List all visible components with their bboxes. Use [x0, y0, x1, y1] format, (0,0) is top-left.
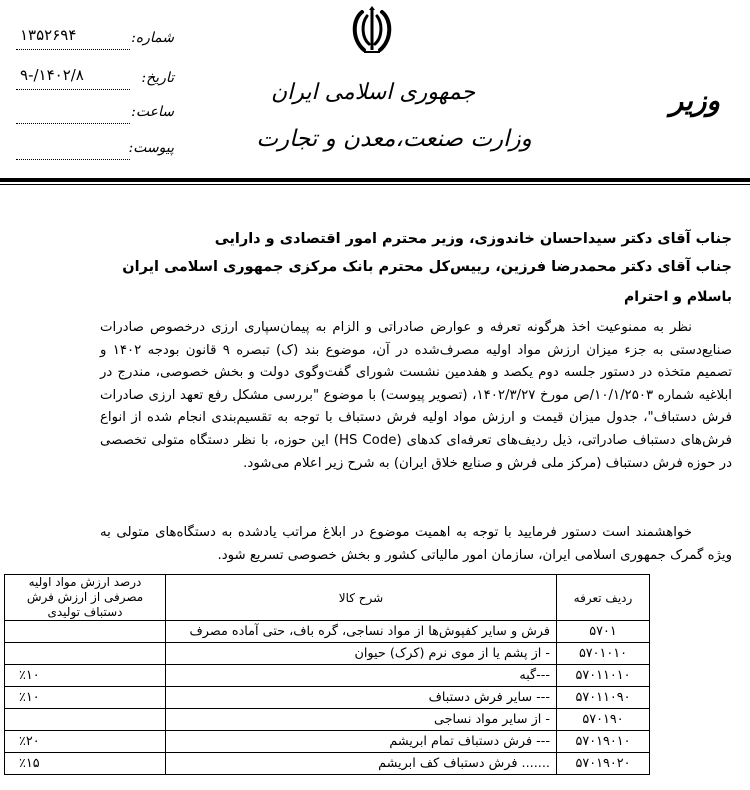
- row-code: ۵۷۰۱۱۰۱۰: [557, 665, 650, 687]
- letter-number-line: [16, 49, 130, 50]
- request-paragraph-text: خواهشمند است دستور فرمایید با توجه به اهمیت موضوع در ابلاغ مراتب یادشده به دستگاه‌های متولی به ویژه گمرک جمهوری اسلامی ایران، سازمان امور مالیاتی کشور و بخش خصوصی تسریع شود.: [100, 525, 732, 563]
- letter-date-label: تاریخ:: [141, 70, 174, 86]
- row-code: ۵۷۰۱۱۰۹۰: [557, 687, 650, 709]
- table-row: [5, 665, 650, 687]
- header-divider: [0, 178, 750, 182]
- addressee-line: جناب آقای دکتر محمدرضا فرزین، رییس‌کل محترم بانک مرکزی جمهوری اسلامی ایران: [122, 259, 732, 275]
- ministry-name: وزارت صنعت،معدن و تجارت: [256, 126, 532, 152]
- iran-emblem-icon: [348, 6, 396, 56]
- body-paragraph: [100, 317, 732, 475]
- request-paragraph: [100, 522, 732, 567]
- row-description: - از پشم یا از موی نرم (کرک) حیوان: [166, 643, 557, 665]
- row-percent: ٪۱۰: [5, 687, 166, 709]
- row-percent: ٪۱۰: [5, 665, 166, 687]
- table-row: [5, 621, 650, 643]
- row-percent: ٪۱۵: [5, 753, 166, 775]
- row-code: ۵۷۰۱۹۰۲۰: [557, 753, 650, 775]
- row-percent: [5, 709, 166, 731]
- greeting: باسلام و احترام: [624, 289, 732, 305]
- letter-time-label: ساعت:: [131, 104, 174, 120]
- letter-number-field: [16, 26, 174, 52]
- body-paragraph-text: نظر به ممنوعیت اخذ هرگونه تعرفه و عوارض صادراتی و الزام به پیمان‌سپاری ارزی درخصوص صادرات صنایع‌دستی به جزء میزان ارزش مواد اولیه مصرف‌شده در آن، موضوع بند (ک) تبصره ۹ قانون بودجه ۱۴۰۲ و تصمیم متخذه در دستور جلسه دوم یکصد و هفدمین نشست شورای گفت‌وگوی دولت و بخش خصوصی، مندرج در ابلاغیه شماره ۱۰/۱/۲۵۰۳/ص مورخ ۱۴۰۲/۳/۲۷، (تصویر پیوست) با موضوع "بررسی مشکل رفع تعهد ارزی صادرات فرش دستباف"، جدول میزان قیمت و ارزش مواد اولیه فرش دستباف با توجه به تقسیم‌بندی انجام شده از انواع فرش‌های دستباف صادراتی، ذیل ردیف‌های تعرفه‌ای کدهای (HS Code) این حوزه، با نظر دستگاه متولی تخصصی در حوزه فرش دستباف (مرکز ملی فرش و صنایع خلاق ایران) به شرح زیر اعلام می‌شود.: [100, 320, 733, 471]
- row-description: فرش و سایر کفپوش‌ها از مواد نساجی، گره باف، حتی آماده مصرف: [166, 621, 557, 643]
- letter-time-line: [16, 123, 130, 124]
- letter-attachment-field: [16, 140, 174, 162]
- letter-time-field: [16, 104, 174, 126]
- header-code: ردیف تعرفه: [557, 575, 650, 621]
- row-description: --- سایر فرش دستباف: [166, 687, 557, 709]
- letter-number-value: ۱۳۵۲۶۹۴: [20, 26, 77, 44]
- letter-date-value: ۱۴۰۲/۸/-۹: [20, 66, 84, 84]
- letter-number-label: شماره:: [131, 30, 174, 46]
- row-code: ۵۷۰۱۹۰۱۰: [557, 731, 650, 753]
- row-code: ۵۷۰۱: [557, 621, 650, 643]
- row-description: --- فرش دستباف تمام ابریشم: [166, 731, 557, 753]
- table-row: [5, 687, 650, 709]
- row-percent: [5, 621, 166, 643]
- row-description: - از سایر مواد نساجی: [166, 709, 557, 731]
- tariff-table: [4, 574, 650, 775]
- minister-title: وزیر: [669, 84, 720, 117]
- header-divider-thin: [0, 184, 750, 185]
- table-row: [5, 709, 650, 731]
- row-percent: [5, 643, 166, 665]
- country-name: جمهوری اسلامی ایران: [270, 80, 476, 105]
- row-percent: ٪۲۰: [5, 731, 166, 753]
- table-row: [5, 753, 650, 775]
- letter-date-line: [16, 89, 130, 90]
- row-description: ....... فرش دستباف کف ابریشم: [166, 753, 557, 775]
- row-code: ۵۷۰۱۹۰: [557, 709, 650, 731]
- table-row: [5, 643, 650, 665]
- header-percent: درصد ارزش مواد اولیه مصرفی از ارزش فرش دستباف تولیدی: [5, 575, 166, 621]
- letter-attachment-line: [16, 159, 130, 160]
- letter-date-field: [16, 66, 174, 92]
- table-row: [5, 731, 650, 753]
- row-description: ---گبه: [166, 665, 557, 687]
- table-header-row: [5, 575, 650, 621]
- letter-attachment-label: پیوست:: [128, 140, 174, 156]
- addressee-line: جناب آقای دکتر سیداحسان خاندوزی، وزیر محترم امور اقتصادی و دارایی: [214, 231, 732, 247]
- header-description: شرح کالا: [166, 575, 557, 621]
- row-code: ۵۷۰۱۰۱۰: [557, 643, 650, 665]
